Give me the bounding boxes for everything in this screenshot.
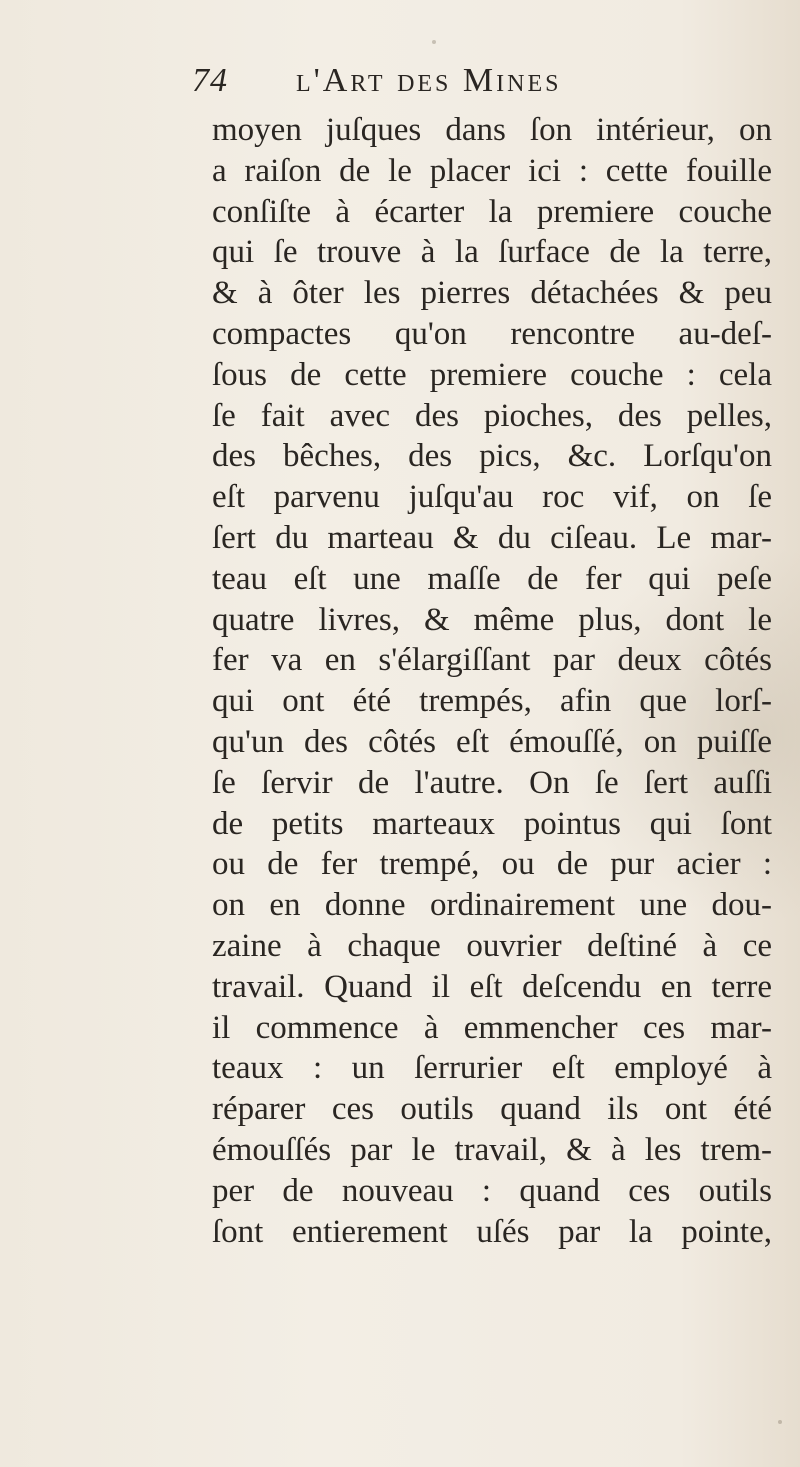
text-line: fer va en s'élargiſſant par deux côtés: [212, 642, 772, 679]
text-line: ſert du marteau & du ciſeau. Le mar-: [212, 519, 772, 556]
text-line: zaine à chaque ouvrier deſtiné à ce: [212, 927, 772, 964]
running-title: l'Art des Mines: [296, 62, 562, 99]
text-line: il commence à emmencher ces mar-: [212, 1009, 772, 1046]
text-line: ſe ſervir de l'autre. On ſe ſert auſſi: [212, 764, 772, 801]
text-line: per de nouveau : quand ces outils: [212, 1172, 772, 1209]
text-line: émouſſés par le travail, & à les trem-: [212, 1131, 772, 1168]
text-line: moyen juſques dans ſon intérieur, on: [212, 112, 772, 148]
paper-speck: [778, 1420, 782, 1424]
text-line: ſous de cette premiere couche : cela: [212, 356, 772, 393]
text-line: ſont entierement uſés par la pointe,: [212, 1213, 772, 1250]
text-line: qui ont été trempés, afin que lorſ-: [212, 683, 772, 720]
text-line: qu'un des côtés eſt émouſſé, on puiſſe: [212, 723, 772, 760]
text-line: ou de fer trempé, ou de pur acier :: [212, 846, 772, 883]
text-line: on en donne ordinairement une dou-: [212, 887, 772, 924]
text-line: compactes qu'on rencontre au-deſ-: [212, 315, 772, 352]
text-line: de petits marteaux pointus qui ſont: [212, 805, 772, 842]
text-line: qui ſe trouve à la ſurface de la terre,: [212, 234, 772, 271]
text-line: ſe fait avec des pioches, des pelles,: [212, 397, 772, 434]
page-number: 74: [192, 62, 228, 99]
text-line: teaux : un ſerrurier eſt employé à: [212, 1050, 772, 1087]
text-line: travail. Quand il eſt deſcendu en terre: [212, 968, 772, 1005]
text-line: réparer ces outils quand ils ont été: [212, 1091, 772, 1128]
paper-speck: [432, 40, 436, 44]
body-text: [212, 110, 772, 1252]
text-line: teau eſt une maſſe de fer qui peſe: [212, 560, 772, 597]
text-line: des bêches, des pics, &c. Lorſqu'on: [212, 438, 772, 475]
text-line: & à ôter les pierres détachées & peu: [212, 275, 772, 312]
page-header: [192, 58, 672, 114]
text-line: quatre livres, & même plus, dont le: [212, 601, 772, 638]
text-line: eſt parvenu juſqu'au roc vif, on ſe: [212, 479, 772, 516]
text-line: a raiſon de le placer ici : cette fouille: [212, 152, 772, 189]
text-line: conſiſte à écarter la premiere couche: [212, 193, 772, 230]
